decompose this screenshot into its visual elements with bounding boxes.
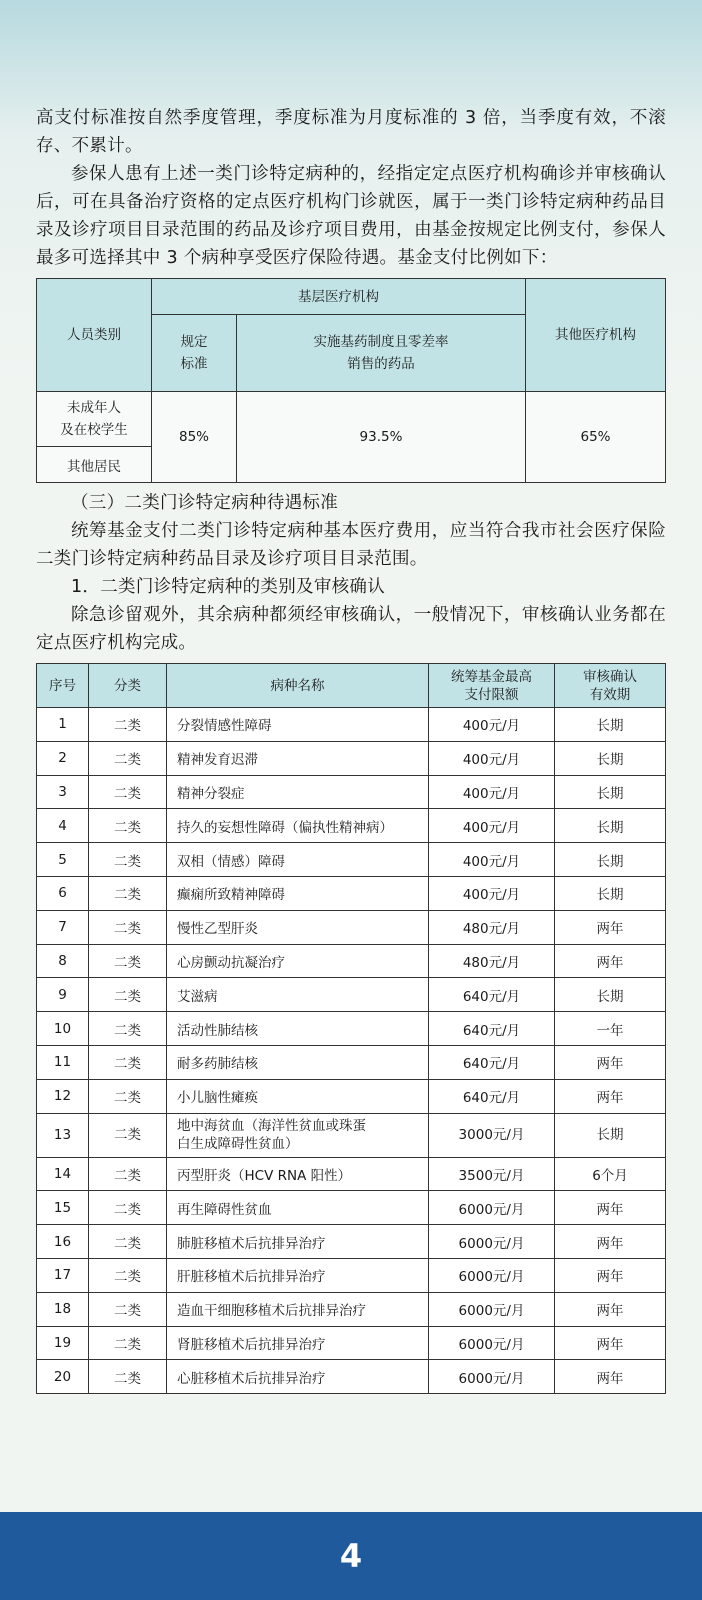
table-row <box>37 876 666 910</box>
table-row <box>37 1258 666 1292</box>
row-disease-name: 造血干细胞移植术后抗排异治疗 <box>167 1292 429 1326</box>
table-row <box>37 1157 666 1191</box>
table-row <box>37 1079 666 1113</box>
paragraph-insured: 参保人患有上述一类门诊特定病种的，经指定定点医疗机构确诊并审核确认后，可在具备治疗资格的定点医疗机构门诊就医，属于一类门诊特定病种药品目录及诊疗项目目录范围的药品及诊疗项目费用，由基金按规定比例支付，参保人最多可选择其中 3 个病种享受医疗保险待遇。基金支付比例如下： <box>36 164 666 268</box>
row-payment-limit: 480元/月 <box>429 944 555 978</box>
section-3-paragraph: 统筹基金支付二类门诊特定病种基本医疗费用，应当符合我市社会医疗保险二类门诊特定病种药品目录及诊疗项目目录范围。 <box>36 521 666 569</box>
value-zero-markup: 93.5% <box>237 392 526 483</box>
row-payment-limit: 400元/月 <box>429 775 555 809</box>
row-disease-name: 耐多药肺结核 <box>167 1045 429 1079</box>
row-index: 19 <box>37 1326 89 1360</box>
row-category: 二类 <box>89 741 167 775</box>
row-index: 1 <box>37 708 89 742</box>
row-index: 15 <box>37 1191 89 1225</box>
row-disease-name: 肝脏移植术后抗排异治疗 <box>167 1258 429 1292</box>
table-row <box>37 1113 666 1157</box>
row-validity: 6个月 <box>555 1157 666 1191</box>
table-row <box>37 1225 666 1259</box>
table-row <box>37 944 666 978</box>
row-index: 9 <box>37 978 89 1012</box>
row-validity: 两年 <box>555 1292 666 1326</box>
table-row <box>37 708 666 742</box>
row-disease-name: 小儿脑性瘫痪 <box>167 1079 429 1113</box>
row-disease-name: 艾滋病 <box>167 978 429 1012</box>
row-payment-limit: 400元/月 <box>429 876 555 910</box>
payment-ratio-table <box>36 278 666 483</box>
row-validity: 长期 <box>555 708 666 742</box>
row-category: 二类 <box>89 1292 167 1326</box>
row-index: 20 <box>37 1360 89 1394</box>
row-category: 二类 <box>89 1079 167 1113</box>
row-disease-name: 心脏移植术后抗排异治疗 <box>167 1360 429 1394</box>
row-disease-name: 慢性乙型肝炎 <box>167 910 429 944</box>
row-disease-name: 肺脏移植术后抗排异治疗 <box>167 1225 429 1259</box>
row-index: 2 <box>37 741 89 775</box>
row-validity: 长期 <box>555 978 666 1012</box>
table-row <box>37 1012 666 1046</box>
row-index: 8 <box>37 944 89 978</box>
row-payment-limit: 480元/月 <box>429 910 555 944</box>
row-category: 二类 <box>89 944 167 978</box>
subsection-1-paragraph: 除急诊留观外，其余病种都须经审核确认，一般情况下，审核确认业务都在定点医疗机构完成。 <box>36 605 666 653</box>
row-disease-name: 癫痫所致精神障碍 <box>167 876 429 910</box>
row-category: 二类 <box>89 876 167 910</box>
row-index: 18 <box>37 1292 89 1326</box>
header-zero-markup: 实施基药制度且零差率 销售的药品 <box>237 315 526 392</box>
table-row <box>37 809 666 843</box>
header-validity: 审核确认 有效期 <box>555 664 666 708</box>
row-payment-limit: 6000元/月 <box>429 1360 555 1394</box>
row-index: 4 <box>37 809 89 843</box>
row-category: 二类 <box>89 1326 167 1360</box>
row-minors-label: 未成年人 及在校学生 <box>37 392 152 447</box>
row-validity: 两年 <box>555 1258 666 1292</box>
row-index: 11 <box>37 1045 89 1079</box>
row-payment-limit: 6000元/月 <box>429 1326 555 1360</box>
header-other-institution: 其他医疗机构 <box>526 279 666 392</box>
row-disease-name: 心房颤动抗凝治疗 <box>167 944 429 978</box>
row-validity: 两年 <box>555 1079 666 1113</box>
row-payment-limit: 6000元/月 <box>429 1258 555 1292</box>
table-row <box>37 978 666 1012</box>
paragraph-continued: 高支付标准按自然季度管理，季度标准为月度标准的 3 倍，当季度有效，不滚存、不累计。 <box>36 108 666 156</box>
row-validity: 一年 <box>555 1012 666 1046</box>
table-row <box>37 1326 666 1360</box>
document-body <box>36 104 666 1394</box>
row-category: 二类 <box>89 1157 167 1191</box>
row-index: 3 <box>37 775 89 809</box>
row-category: 二类 <box>89 708 167 742</box>
table-row <box>37 1045 666 1079</box>
row-index: 17 <box>37 1258 89 1292</box>
header-basic-institution: 基层医疗机构 <box>152 279 526 315</box>
row-payment-limit: 640元/月 <box>429 1079 555 1113</box>
value-other: 65% <box>526 392 666 483</box>
page-footer <box>0 1512 702 1600</box>
row-payment-limit: 6000元/月 <box>429 1292 555 1326</box>
table-row <box>37 1292 666 1326</box>
row-validity: 长期 <box>555 843 666 877</box>
row-validity: 两年 <box>555 944 666 978</box>
row-validity: 两年 <box>555 1360 666 1394</box>
row-validity: 两年 <box>555 1225 666 1259</box>
disease-list-table <box>36 663 666 1394</box>
row-disease-name: 再生障碍性贫血 <box>167 1191 429 1225</box>
row-disease-name: 丙型肝炎（HCV RNA 阳性） <box>167 1157 429 1191</box>
table-row <box>37 1191 666 1225</box>
row-category: 二类 <box>89 1191 167 1225</box>
row-payment-limit: 3000元/月 <box>429 1113 555 1157</box>
row-other-residents-label: 其他居民 <box>37 447 152 483</box>
row-payment-limit: 400元/月 <box>429 843 555 877</box>
row-index: 16 <box>37 1225 89 1259</box>
row-category: 二类 <box>89 1360 167 1394</box>
row-category: 二类 <box>89 1225 167 1259</box>
row-disease-name: 肾脏移植术后抗排异治疗 <box>167 1326 429 1360</box>
table-row <box>37 775 666 809</box>
header-person-category: 人员类别 <box>37 279 152 392</box>
row-disease-name: 分裂情感性障碍 <box>167 708 429 742</box>
row-validity: 两年 <box>555 1191 666 1225</box>
row-category: 二类 <box>89 809 167 843</box>
row-payment-limit: 400元/月 <box>429 708 555 742</box>
row-index: 6 <box>37 876 89 910</box>
row-category: 二类 <box>89 775 167 809</box>
row-disease-name: 双相（情感）障碍 <box>167 843 429 877</box>
header-standard: 规定 标准 <box>152 315 237 392</box>
row-validity: 两年 <box>555 910 666 944</box>
row-validity: 长期 <box>555 876 666 910</box>
row-validity: 长期 <box>555 775 666 809</box>
section-3-title: （三）二类门诊特定病种待遇标准 <box>71 493 338 513</box>
row-category: 二类 <box>89 910 167 944</box>
row-index: 12 <box>37 1079 89 1113</box>
row-index: 14 <box>37 1157 89 1191</box>
table-row <box>37 910 666 944</box>
page-number: 4 <box>339 1537 363 1575</box>
row-category: 二类 <box>89 1258 167 1292</box>
row-disease-name: 持久的妄想性障碍（偏执性精神病） <box>167 809 429 843</box>
row-index: 10 <box>37 1012 89 1046</box>
header-category: 分类 <box>89 664 167 708</box>
value-standard: 85% <box>152 392 237 483</box>
row-validity: 长期 <box>555 1113 666 1157</box>
row-payment-limit: 6000元/月 <box>429 1191 555 1225</box>
row-payment-limit: 400元/月 <box>429 809 555 843</box>
header-index: 序号 <box>37 664 89 708</box>
row-validity: 长期 <box>555 809 666 843</box>
header-payment-limit: 统筹基金最高 支付限额 <box>429 664 555 708</box>
row-index: 13 <box>37 1113 89 1157</box>
row-disease-name: 地中海贫血（海洋性贫血或珠蛋 白生成障碍性贫血） <box>167 1113 429 1157</box>
row-payment-limit: 400元/月 <box>429 741 555 775</box>
subsection-1-title: 1．二类门诊特定病种的类别及审核确认 <box>71 577 386 597</box>
row-category: 二类 <box>89 978 167 1012</box>
row-index: 7 <box>37 910 89 944</box>
row-category: 二类 <box>89 1012 167 1046</box>
row-payment-limit: 640元/月 <box>429 978 555 1012</box>
table-row <box>37 1360 666 1394</box>
row-validity: 两年 <box>555 1326 666 1360</box>
row-category: 二类 <box>89 843 167 877</box>
row-disease-name: 精神分裂症 <box>167 775 429 809</box>
row-payment-limit: 640元/月 <box>429 1045 555 1079</box>
row-disease-name: 精神发育迟滞 <box>167 741 429 775</box>
table-row <box>37 843 666 877</box>
row-payment-limit: 640元/月 <box>429 1012 555 1046</box>
row-disease-name: 活动性肺结核 <box>167 1012 429 1046</box>
header-disease-name: 病种名称 <box>167 664 429 708</box>
row-validity: 长期 <box>555 741 666 775</box>
row-category: 二类 <box>89 1113 167 1157</box>
row-index: 5 <box>37 843 89 877</box>
row-category: 二类 <box>89 1045 167 1079</box>
row-validity: 两年 <box>555 1045 666 1079</box>
table-row <box>37 741 666 775</box>
row-payment-limit: 3500元/月 <box>429 1157 555 1191</box>
row-payment-limit: 6000元/月 <box>429 1225 555 1259</box>
